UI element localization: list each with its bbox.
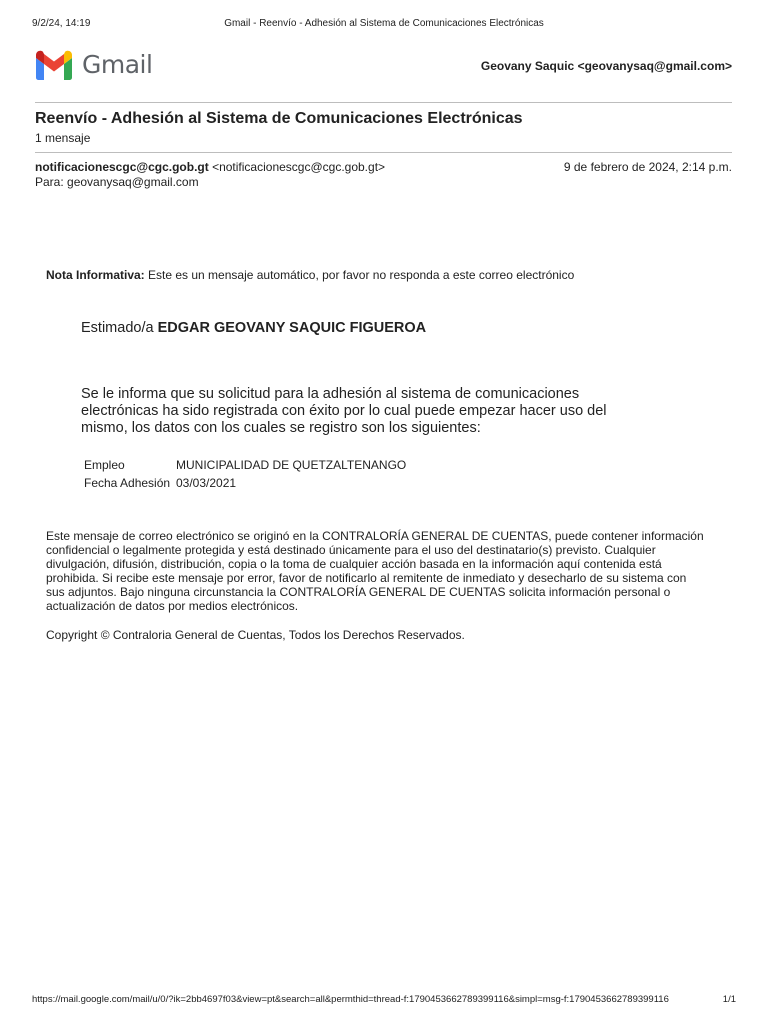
paragraph-line: Se le informa que su solicitud para la adhesión al sistema de comunicaciones — [81, 386, 580, 402]
print-title: Gmail - Reenvío - Adhesión al Sistema de Comunicaciones Electrónicas — [224, 18, 544, 29]
recipient-name: EDGAR GEOVANY SAQUIC FIGUEROA — [157, 320, 427, 336]
greeting — [81, 320, 426, 336]
message-count: 1 mensaje — [35, 131, 91, 145]
sender-name: notificacionescgc@cgc.gob.gt — [35, 160, 209, 174]
paragraph-line: electrónicas ha sido registrada con éxito por lo cual puede empezar hacer uso del — [81, 403, 607, 419]
field-label: Empleo — [84, 458, 125, 472]
sender — [35, 160, 385, 174]
body-paragraph — [81, 386, 641, 437]
disclaimer-line: Este mensaje de correo electrónico se originó en la CONTRALORÍA GENERAL DE CUENTAS, puede contener información — [46, 529, 704, 543]
thread-subject: Reenvío - Adhesión al Sistema de Comunicaciones Electrónicas — [35, 110, 523, 127]
divider — [35, 102, 732, 103]
print-url: https://mail.google.com/mail/u/0/?ik=2bb4697f03&view=pt&search=all&permthid=thread-f:1790453662789399116&simpl=msg-f:1790453662789399116 — [32, 994, 669, 1005]
account-label: Geovany Saquic <geovanysaq@gmail.com> — [480, 59, 732, 73]
disclaimer-line: confidencial o legalmente protegida y está destinado únicamente para el uso del destinatario(s) previsto. Cualquier — [46, 543, 656, 557]
disclaimer-line: prohibida. Si recibe este mensaje por error, favor de notificarlo al remitente de inmediato y desecharlo de su sistema con — [46, 571, 687, 585]
disclaimer-line: actualización de datos por medios electrónicos. — [46, 599, 299, 613]
recipient-line: Para: geovanysaq@gmail.com — [35, 175, 199, 189]
field-label: Fecha Adhesión — [84, 476, 171, 490]
legal-disclaimer — [46, 529, 726, 613]
message-date: 9 de febrero de 2024, 2:14 p.m. — [563, 160, 732, 174]
print-datetime: 9/2/24, 14:19 — [32, 18, 91, 29]
field-value: MUNICIPALIDAD DE QUETZALTENANGO — [176, 458, 407, 472]
info-note-label: Nota Informativa: — [46, 268, 145, 282]
gmail-logo-icon — [35, 50, 73, 80]
greeting-text: Estimado/a — [81, 320, 158, 336]
gmail-header — [35, 46, 732, 86]
print-header — [32, 18, 736, 32]
copyright-notice: Copyright © Contraloria General de Cuentas, Todos los Derechos Reservados. — [46, 628, 465, 642]
gmail-wordmark: Gmail — [82, 50, 153, 79]
disclaimer-line: divulgación, difusión, distribución, copia o la toma de cualquier acción basada en la información aquí contenida está — [46, 557, 662, 571]
info-note — [46, 268, 574, 282]
divider — [35, 152, 732, 153]
info-note-text: Este es un mensaje automático, por favor no responda a este correo electrónico — [144, 268, 575, 282]
sender-email: <notificacionescgc@cgc.gob.gt> — [212, 160, 386, 174]
field-value: 03/03/2021 — [176, 476, 237, 490]
paragraph-line: mismo, los datos con los cuales se registro son los siguientes: — [81, 420, 481, 436]
disclaimer-line: sus adjuntos. Bajo ninguna circunstancia la CONTRALORÍA GENERAL DE CUENTAS solicita información personal o — [46, 585, 671, 599]
page-number: 1/1 — [722, 994, 736, 1005]
